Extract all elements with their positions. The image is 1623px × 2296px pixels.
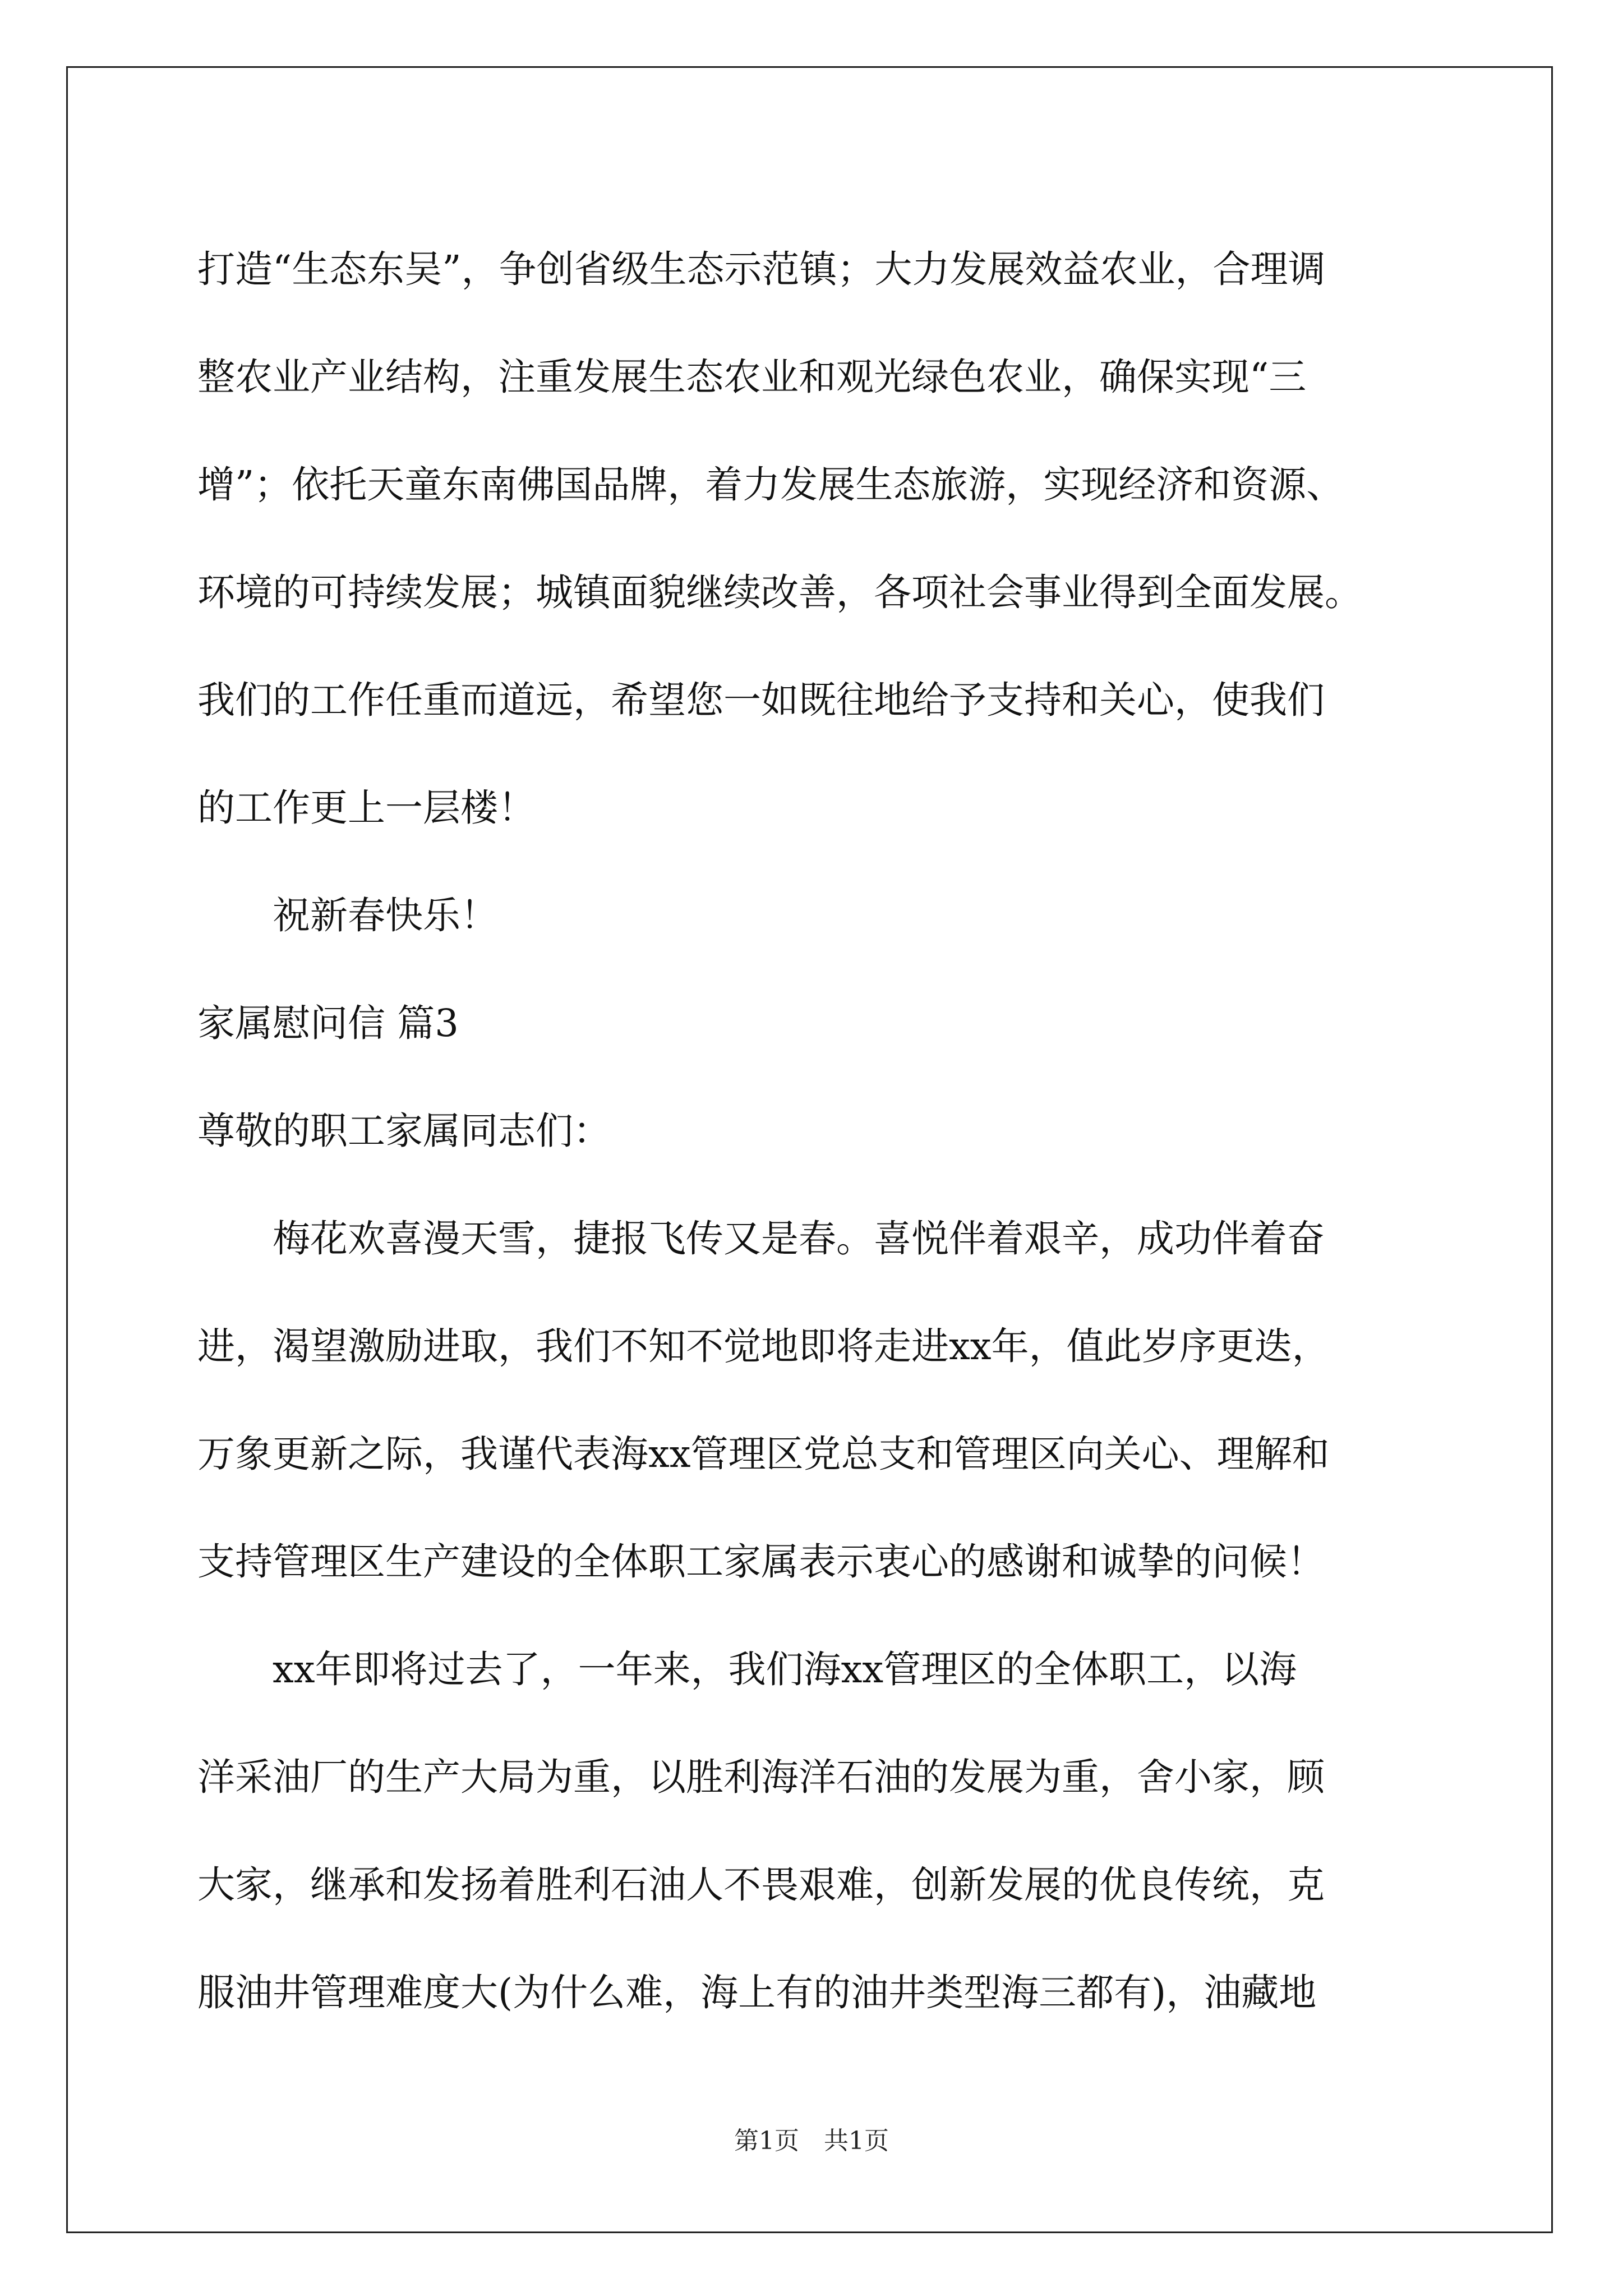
text-line: 梅花欢喜漫天雪，捷报飞传又是春。喜悦伴着艰辛，成功伴着奋 [273,1217,1325,1260]
document-body [197,215,1454,2046]
greeting-line: 祝新春快乐！ [273,894,498,937]
text-line: 我们的工作任重而道远，希望您一如既往地给予支持和关心，使我们 [197,678,1325,722]
text-line: 进，渴望激励进取，我们不知不觉地即将走进xx年，值此岁序更迭， [197,1324,1330,1368]
text-line: 大家，继承和发扬着胜利石油人不畏艰难，创新发展的优良传统，克 [197,1863,1325,1907]
text-line: 支持管理区生产建设的全体职工家属表示衷心的感谢和诚挚的问候！ [197,1540,1325,1584]
text-line: 的工作更上一层楼！ [197,786,536,830]
text-line: 打造“生态东吴”，争创省级生态示范镇；大力发展效益农业，合理调 [197,247,1326,291]
text-line: 增”；依托天童东南佛国品牌，着力发展生态旅游，实现经济和资源、 [197,463,1344,507]
text-line: 服油井管理难度大(为什么难，海上有的油井类型海三都有)，油藏地 [197,1971,1317,2014]
text-line: 万象更新之际，我谨代表海xx管理区党总支和管理区向关心、理解和 [197,1432,1330,1476]
page-footer: 第1页 共1页 [734,2127,889,2155]
text-line: 环境的可持续发展；城镇面貌继续改善，各项社会事业得到全面发展。 [197,570,1362,614]
salutation: 尊敬的职工家属同志们： [197,1109,611,1153]
text-line: 整农业产业结构，注重发展生态农业和观光绿色农业，确保实现“三 [197,355,1307,399]
text-line: xx年即将过去了，一年来，我们海xx管理区的全体职工，以海 [273,1648,1297,1691]
text-line: 洋采油厂的生产大局为重，以胜利海洋石油的发展为重，舍小家，顾 [197,1755,1325,1799]
section-heading: 家属慰问信 篇3 [197,1001,459,1045]
